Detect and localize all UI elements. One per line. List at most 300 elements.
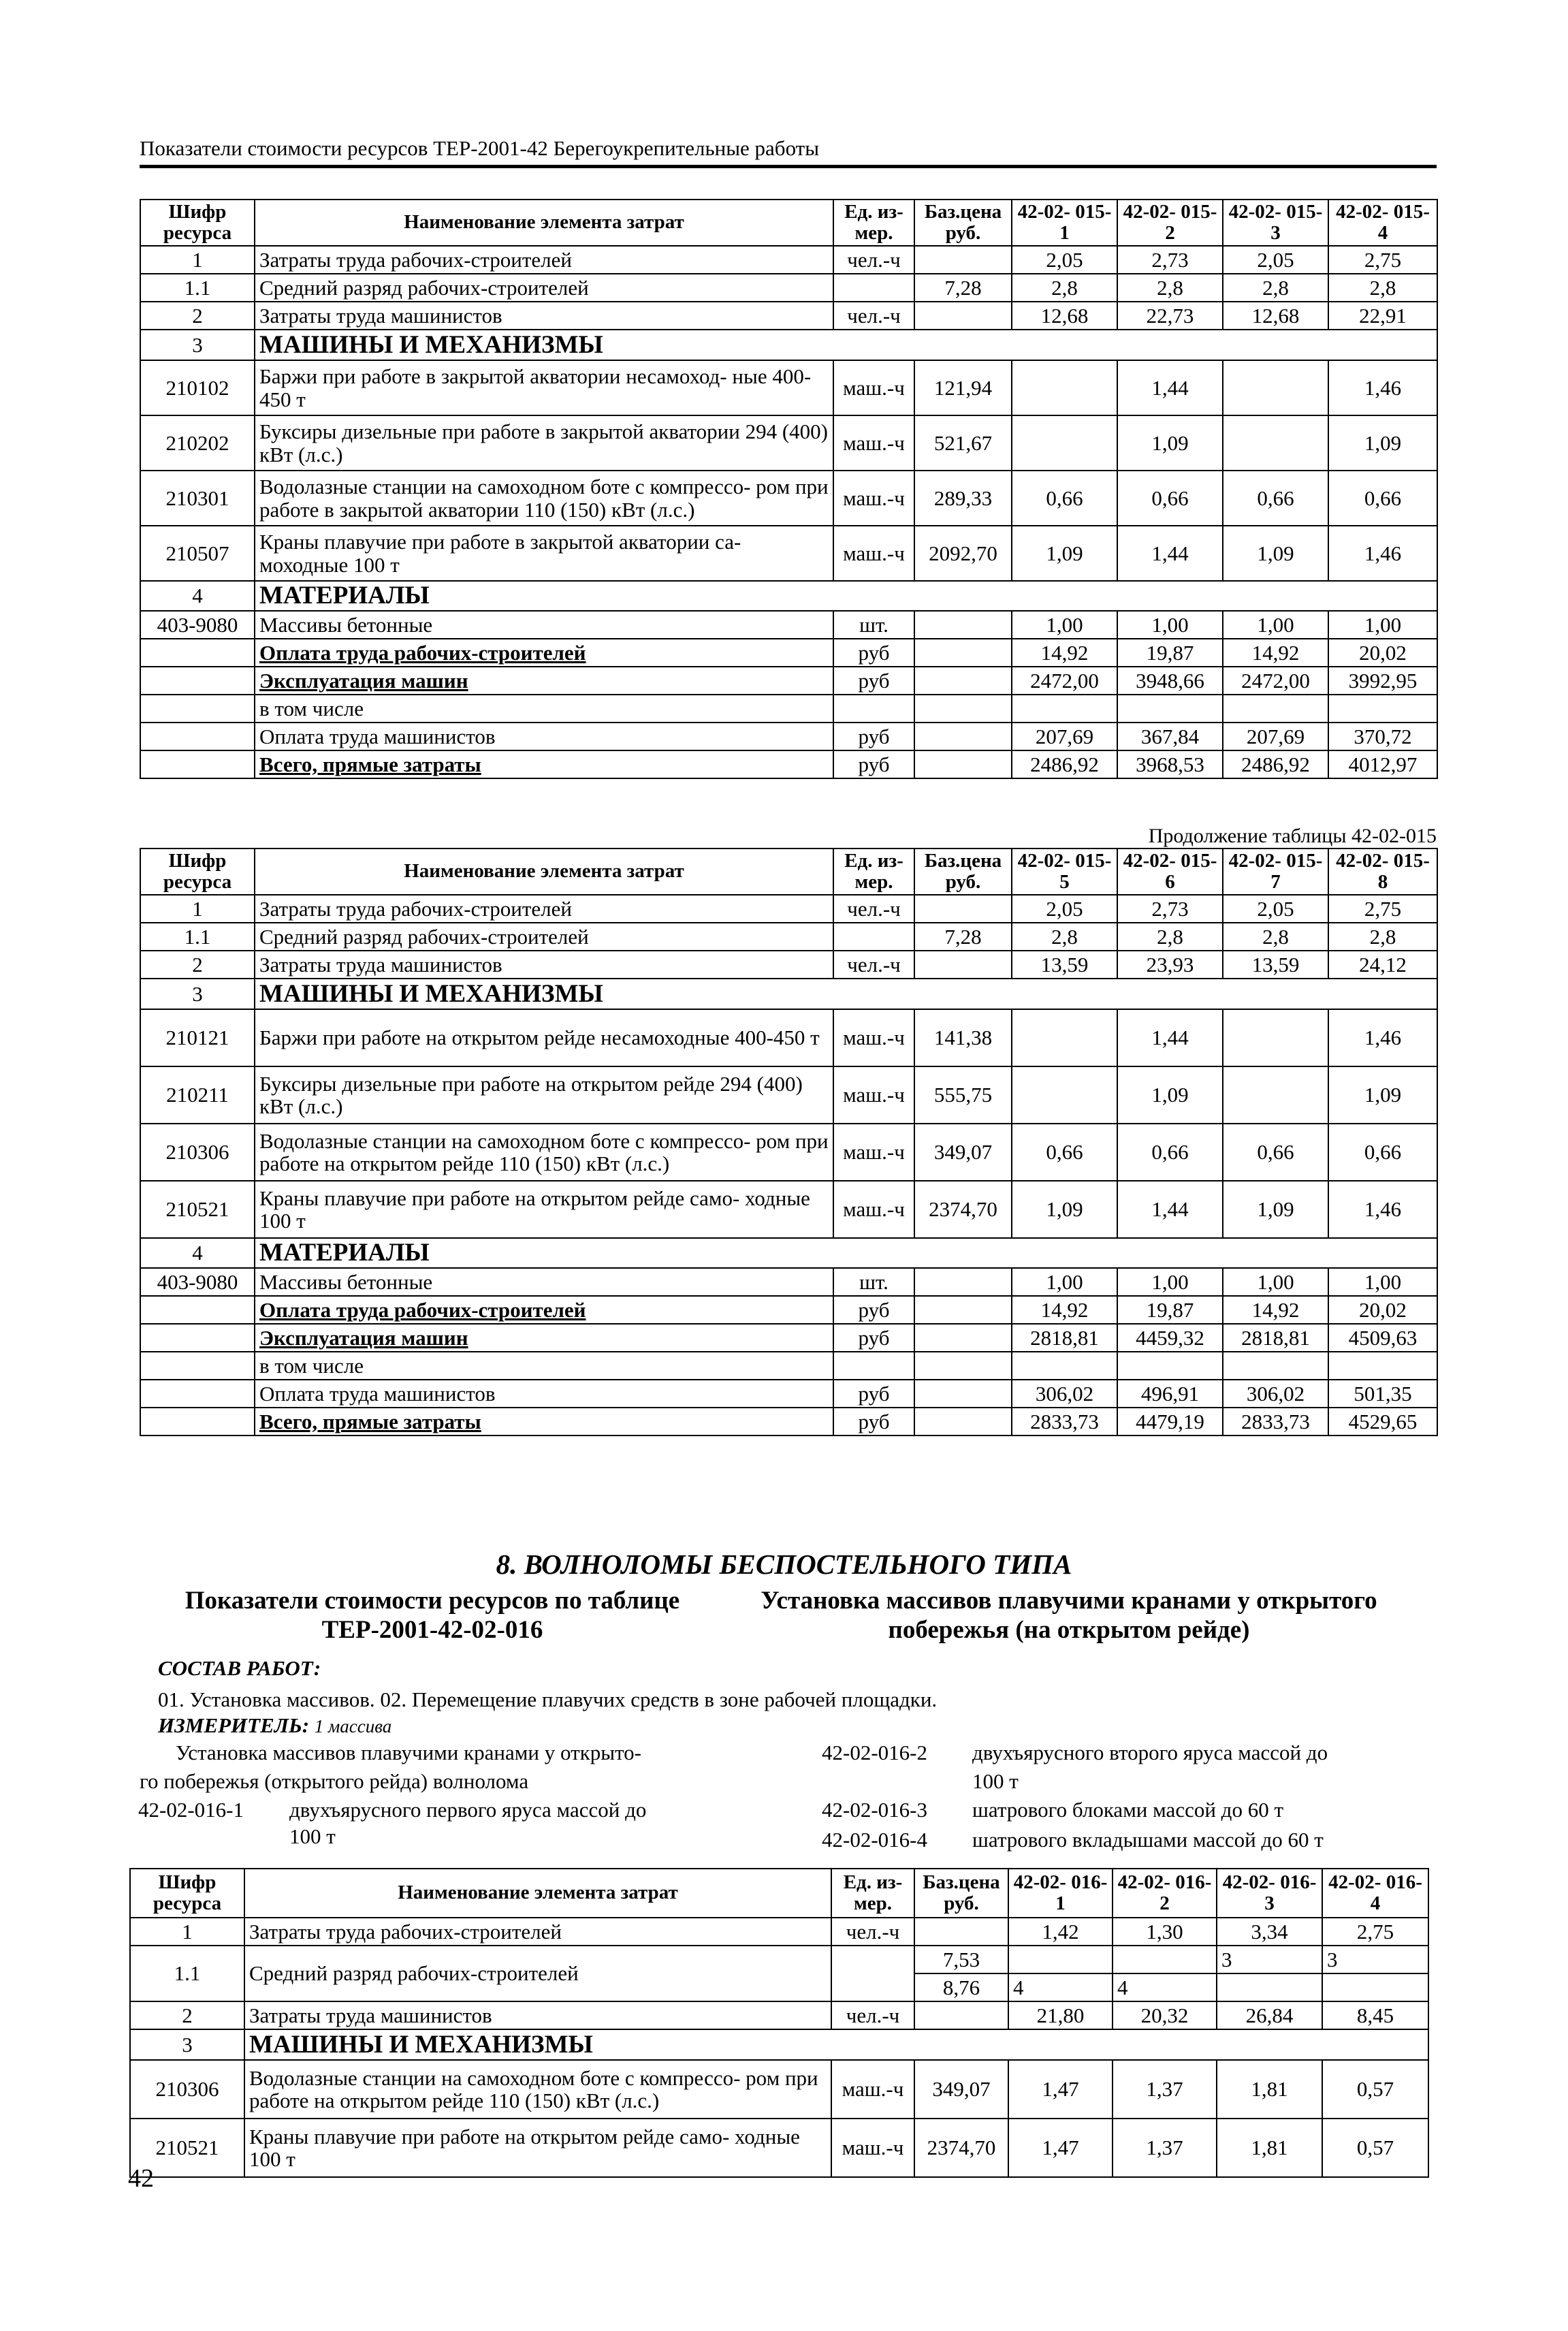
code-cell (140, 695, 255, 723)
value-cell: 2,8 (1223, 923, 1328, 951)
header-col: 42-02- 015-5 (1012, 849, 1117, 895)
value-cell: 2,8 (1117, 274, 1223, 302)
code-cell (140, 723, 255, 750)
value-cell: 20,32 (1113, 2001, 1217, 2029)
price-cell (914, 895, 1012, 923)
table-row (140, 415, 1437, 471)
unit-cell: руб (833, 1324, 914, 1352)
header-col: 42-02- 016-4 (1322, 1869, 1428, 1918)
name-cell: Всего, прямые затраты (255, 750, 833, 778)
price-cell (914, 1324, 1012, 1352)
value-cell (1113, 1946, 1217, 1973)
value-cell (1223, 1066, 1328, 1124)
name-cell: Затраты труда рабочих-строителей (244, 1918, 831, 1946)
unit-cell: чел.-ч (833, 302, 914, 330)
value-cell: 207,69 (1223, 723, 1328, 750)
value-cell (1217, 1973, 1322, 2001)
unit-cell: маш.-ч (833, 526, 914, 581)
table-row (140, 1408, 1437, 1436)
unit-cell: маш.-ч (833, 415, 914, 471)
value-cell: 1,37 (1113, 2060, 1217, 2119)
continuation-label: Продолжение таблицы 42-02-015 (1148, 825, 1437, 847)
unit-cell: маш.-ч (833, 360, 914, 415)
value-cell: 2818,81 (1012, 1324, 1117, 1352)
table-row (140, 1352, 1437, 1380)
unit-cell (833, 695, 914, 723)
code-cell: 1.1 (140, 923, 255, 951)
value-cell: 4 (1008, 1973, 1113, 2001)
unit-cell: маш.-ч (833, 1066, 914, 1124)
code-cell: 210211 (140, 1066, 255, 1124)
name-cell: Средний разряд рабочих-строителей (255, 274, 833, 302)
code-cell: 1 (140, 246, 255, 274)
price-cell: 121,94 (914, 360, 1012, 415)
code-cell (140, 1352, 255, 1380)
item-code: 42-02-016-1 (138, 1798, 244, 1822)
value-cell: 19,87 (1117, 639, 1223, 667)
value-cell: 0,66 (1012, 471, 1117, 526)
item-text: двухъярусного второго яруса массой до (972, 1741, 1328, 1764)
value-cell: 1,00 (1117, 611, 1223, 639)
value-cell (1012, 1352, 1117, 1380)
table-row (130, 1946, 1428, 1973)
code-cell: 3 (140, 330, 255, 360)
value-cell: 19,87 (1117, 1296, 1223, 1324)
header-unit: Ед. из- мер. (833, 200, 914, 246)
value-cell: 1,00 (1012, 1268, 1117, 1296)
code-cell: 2 (140, 951, 255, 979)
value-cell: 0,66 (1223, 471, 1328, 526)
value-cell: 1,30 (1113, 1918, 1217, 1946)
name-cell: Эксплуатация машин (255, 1324, 833, 1352)
price-cell: 7,53 (914, 1946, 1008, 1973)
code-cell (140, 1324, 255, 1352)
value-cell: 3948,66 (1117, 667, 1223, 695)
value-cell: 1,09 (1328, 1066, 1437, 1124)
value-cell: 4509,63 (1328, 1324, 1437, 1352)
value-cell: 0,66 (1328, 1124, 1437, 1181)
code-cell: 403-9080 (140, 611, 255, 639)
price-cell: 555,75 (914, 1066, 1012, 1124)
value-cell: 20,02 (1328, 639, 1437, 667)
value-cell: 1,09 (1012, 526, 1117, 581)
indicator-title: Показатели стоимости ресурсов по таблице ТЕР-2001-42-02-016 (185, 1587, 680, 1644)
header-col: 42-02- 016-2 (1113, 1869, 1217, 1918)
value-cell (1328, 1352, 1437, 1380)
value-cell (1322, 1973, 1428, 2001)
value-cell: 0,66 (1117, 471, 1223, 526)
value-cell: 1,42 (1008, 1918, 1113, 1946)
value-cell: 0,57 (1322, 2119, 1428, 2177)
table-row (140, 750, 1437, 778)
works-text: 01. Установка массивов. 02. Перемещение плавучих средств в зоне рабочей площадки. (158, 1687, 938, 1711)
price-cell: 141,38 (914, 1009, 1012, 1066)
value-cell: 2472,00 (1012, 667, 1117, 695)
code-cell: 210202 (140, 415, 255, 471)
unit-cell: шт. (833, 1268, 914, 1296)
value-cell: 1,09 (1223, 526, 1328, 581)
table-row (140, 1009, 1437, 1066)
value-cell: 14,92 (1012, 1296, 1117, 1324)
table-row (140, 611, 1437, 639)
value-cell: 2,75 (1322, 1918, 1428, 1946)
header-name: Наименование элемента затрат (255, 200, 833, 246)
value-cell: 2,75 (1328, 246, 1437, 274)
value-cell (1012, 695, 1117, 723)
code-cell (140, 1296, 255, 1324)
value-cell: 4529,65 (1328, 1408, 1437, 1436)
section-row (140, 330, 1437, 360)
price-cell (914, 1918, 1008, 1946)
value-cell: 20,02 (1328, 1296, 1437, 1324)
value-cell: 3 (1322, 1946, 1428, 1973)
code-cell: 210306 (130, 2060, 244, 2119)
value-cell: 0,66 (1223, 1124, 1328, 1181)
name-cell: Оплата труда рабочих-строителей (255, 639, 833, 667)
code-cell (140, 1380, 255, 1408)
desc-intro-1: Установка массивов плавучими кранами у открыто- (176, 1741, 641, 1764)
table-row (140, 695, 1437, 723)
unit-cell: руб (833, 1408, 914, 1436)
code-cell: 1 (130, 1918, 244, 1946)
value-cell: 1,47 (1008, 2060, 1113, 2119)
value-cell: 496,91 (1117, 1380, 1223, 1408)
value-cell: 14,92 (1223, 1296, 1328, 1324)
item-text: шатрового вкладышами массой до 60 т (972, 1828, 1324, 1852)
value-cell (1223, 695, 1328, 723)
header-col: 42-02- 015-3 (1223, 200, 1328, 246)
header-col: 42-02- 015-6 (1117, 849, 1223, 895)
unit-cell: маш.-ч (833, 1009, 914, 1066)
price-cell (914, 1352, 1012, 1380)
value-cell: 2,8 (1328, 923, 1437, 951)
value-cell: 1,00 (1223, 1268, 1328, 1296)
value-cell: 1,81 (1217, 2119, 1322, 2177)
price-cell (914, 302, 1012, 330)
value-cell: 2486,92 (1223, 750, 1328, 778)
section-row (130, 2029, 1428, 2060)
value-cell: 501,35 (1328, 1380, 1437, 1408)
unit-cell: чел.-ч (831, 2001, 914, 2029)
value-cell: 0,66 (1012, 1124, 1117, 1181)
value-cell: 12,68 (1223, 302, 1328, 330)
unit-cell: чел.-ч (833, 895, 914, 923)
unit-cell: маш.-ч (831, 2060, 914, 2119)
work-title: Установка массивов плавучими кранами у открытого побережья (на открытом рейде) (761, 1587, 1377, 1644)
price-cell (914, 750, 1012, 778)
unit-cell: маш.-ч (833, 471, 914, 526)
value-cell: 2,8 (1012, 923, 1117, 951)
value-cell: 2,05 (1012, 246, 1117, 274)
value-cell: 2,8 (1223, 274, 1328, 302)
value-cell (1012, 415, 1117, 471)
price-cell (914, 723, 1012, 750)
value-cell: 3968,53 (1117, 750, 1223, 778)
price-cell: 7,28 (914, 274, 1012, 302)
value-cell: 2,05 (1223, 246, 1328, 274)
code-cell: 210306 (140, 1124, 255, 1181)
value-cell (1117, 1352, 1223, 1380)
table-row (130, 2119, 1428, 2177)
value-cell: 24,12 (1328, 951, 1437, 979)
value-cell: 14,92 (1223, 639, 1328, 667)
price-cell (914, 1268, 1012, 1296)
name-cell: Эксплуатация машин (255, 667, 833, 695)
page-number: 42 (128, 2164, 154, 2193)
meter-value: 1 массива (314, 1716, 392, 1737)
value-cell: 1,00 (1223, 611, 1328, 639)
value-cell: 1,44 (1117, 1181, 1223, 1238)
price-cell: 2374,70 (914, 1181, 1012, 1238)
price-cell: 349,07 (914, 2060, 1008, 2119)
header-col: 42-02- 016-1 (1008, 1869, 1113, 1918)
value-cell: 3,34 (1217, 1918, 1322, 1946)
value-cell: 1,44 (1117, 526, 1223, 581)
table-row (140, 895, 1437, 923)
value-cell: 2472,00 (1223, 667, 1328, 695)
value-cell: 23,93 (1117, 951, 1223, 979)
name-cell: Затраты труда рабочих-строителей (255, 895, 833, 923)
name-cell: в том числе (255, 1352, 833, 1380)
name-cell: Баржи при работе на открытом рейде несамоходные 400-450 т (255, 1009, 833, 1066)
table-row (140, 1268, 1437, 1296)
code-cell (140, 750, 255, 778)
price-cell (914, 611, 1012, 639)
code-cell: 1.1 (130, 1946, 244, 2001)
value-cell: 2,73 (1117, 246, 1223, 274)
header-name: Наименование элемента затрат (244, 1869, 831, 1918)
code-cell: 2 (140, 302, 255, 330)
value-cell: 1,46 (1328, 526, 1437, 581)
name-cell: Краны плавучие при работе в закрытой акватории са- моходные 100 т (255, 526, 833, 581)
meter-line (158, 1713, 391, 1738)
name-cell: Оплата труда машинистов (255, 1380, 833, 1408)
unit-cell (833, 274, 914, 302)
item-text: двухъярусного первого яруса массой до (289, 1798, 647, 1822)
value-cell: 2818,81 (1223, 1324, 1328, 1352)
price-cell (914, 667, 1012, 695)
name-cell: Массивы бетонные (255, 1268, 833, 1296)
code-cell: 2 (130, 2001, 244, 2029)
desc-intro-2: го побережья (открытого рейда) волнолома (140, 1769, 529, 1793)
value-cell: 1,09 (1328, 415, 1437, 471)
value-cell: 1,09 (1117, 1066, 1223, 1124)
name-cell: Средний разряд рабочих-строителей (244, 1946, 831, 2001)
code-cell: 3 (130, 2029, 244, 2060)
value-cell: 1,44 (1117, 360, 1223, 415)
unit-cell (831, 1946, 914, 2001)
table-row (130, 2060, 1428, 2119)
value-cell (1012, 1066, 1117, 1124)
value-cell: 4459,32 (1117, 1324, 1223, 1352)
value-cell: 1,09 (1223, 1181, 1328, 1238)
section-row (140, 1238, 1437, 1268)
price-cell (914, 2001, 1008, 2029)
name-cell: Краны плавучие при работе на открытом рейде само- ходные 100 т (255, 1181, 833, 1238)
name-cell: Краны плавучие при работе на открытом рейде само- ходные 100 т (244, 2119, 831, 2177)
header-col: 42-02- 015-4 (1328, 200, 1437, 246)
name-cell: Затраты труда машинистов (255, 951, 833, 979)
item-text: шатрового блоками массой до 60 т (972, 1798, 1283, 1822)
table-header-row (130, 1869, 1428, 1918)
value-cell: 1,37 (1113, 2119, 1217, 2177)
value-cell: 207,69 (1012, 723, 1117, 750)
section-heading: МАШИНЫ И МЕХАНИЗМЫ (255, 330, 1437, 360)
resource-table-015-5-8 (140, 848, 1438, 1436)
value-cell: 4479,19 (1117, 1408, 1223, 1436)
name-cell: Водолазные станции на самоходном боте с компрессо- ром при работе на открытом рейде 110 (150) кВт (л.с.) (255, 1124, 833, 1181)
code-cell: 210507 (140, 526, 255, 581)
name-cell: Водолазные станции на самоходном боте с компрессо- ром при работе на открытом рейде 110 (150) кВт (л.с.) (244, 2060, 831, 2119)
value-cell: 2486,92 (1012, 750, 1117, 778)
name-cell: Баржи при работе в закрытой акватории несамоход- ные 400-450 т (255, 360, 833, 415)
value-cell (1012, 1009, 1117, 1066)
value-cell: 2,05 (1223, 895, 1328, 923)
name-cell: Затраты труда рабочих-строителей (255, 246, 833, 274)
value-cell: 2833,73 (1223, 1408, 1328, 1436)
unit-cell: чел.-ч (833, 246, 914, 274)
value-cell (1223, 1352, 1328, 1380)
header-price: Баз.цена руб. (914, 849, 1012, 895)
price-cell (914, 639, 1012, 667)
table-row (140, 1181, 1437, 1238)
price-cell (914, 1408, 1012, 1436)
value-cell: 3 (1217, 1946, 1322, 1973)
price-cell: 2374,70 (914, 2119, 1008, 2177)
price-cell (914, 695, 1012, 723)
code-cell (140, 1408, 255, 1436)
table-row (140, 639, 1437, 667)
value-cell: 1,46 (1328, 1181, 1437, 1238)
table-header-row (140, 200, 1437, 246)
value-cell: 2,73 (1117, 895, 1223, 923)
name-cell: Средний разряд рабочих-строителей (255, 923, 833, 951)
value-cell: 1,81 (1217, 2060, 1322, 2119)
value-cell: 1,09 (1012, 1181, 1117, 1238)
item-code: 42-02-016-3 (822, 1798, 927, 1822)
price-cell (914, 951, 1012, 979)
value-cell: 14,92 (1012, 639, 1117, 667)
header-unit: Ед. из- мер. (833, 849, 914, 895)
header-col: 42-02- 015-7 (1223, 849, 1328, 895)
value-cell: 2,75 (1328, 895, 1437, 923)
section-heading: МАШИНЫ И МЕХАНИЗМЫ (255, 979, 1437, 1009)
value-cell: 26,84 (1217, 2001, 1322, 2029)
value-cell: 22,91 (1328, 302, 1437, 330)
value-cell: 1,00 (1328, 1268, 1437, 1296)
value-cell: 0,66 (1328, 471, 1437, 526)
code-cell: 210521 (130, 2119, 244, 2177)
code-cell: 210301 (140, 471, 255, 526)
header-col: 42-02- 015-2 (1117, 200, 1223, 246)
unit-cell: маш.-ч (833, 1124, 914, 1181)
value-cell (1223, 360, 1328, 415)
header-col: 42-02- 016-3 (1217, 1869, 1322, 1918)
value-cell: 2,8 (1328, 274, 1437, 302)
table-row (140, 1380, 1437, 1408)
price-cell (914, 1380, 1012, 1408)
name-cell: Буксиры дизельные при работе на открытом рейде 294 (400) кВт (л.с.) (255, 1066, 833, 1124)
value-cell (1328, 695, 1437, 723)
works-label: СОСТАВ РАБОТ: (158, 1656, 321, 1680)
price-cell (914, 1296, 1012, 1324)
unit-cell: руб (833, 639, 914, 667)
table-row (140, 723, 1437, 750)
value-cell (1012, 360, 1117, 415)
section-heading: МАТЕРИАЛЫ (255, 1238, 1437, 1268)
section-row (140, 581, 1437, 611)
value-cell: 1,00 (1012, 611, 1117, 639)
name-cell: Затраты труда машинистов (244, 2001, 831, 2029)
section-heading: МАШИНЫ И МЕХАНИЗМЫ (244, 2029, 1428, 2060)
table-row (140, 246, 1437, 274)
value-cell: 1,44 (1117, 1009, 1223, 1066)
price-cell: 289,33 (914, 471, 1012, 526)
value-cell: 2833,73 (1012, 1408, 1117, 1436)
value-cell: 1,46 (1328, 360, 1437, 415)
table-row (140, 1296, 1437, 1324)
unit-cell: чел.-ч (833, 951, 914, 979)
page-header: Показатели стоимости ресурсов ТЕР-2001-42 Берегоукрепительные работы (140, 136, 1437, 168)
meter-label: ИЗМЕРИТЕЛЬ: (158, 1713, 310, 1737)
unit-cell (833, 1352, 914, 1380)
value-cell: 306,02 (1012, 1380, 1117, 1408)
price-cell: 2092,70 (914, 526, 1012, 581)
value-cell: 1,47 (1008, 2119, 1113, 2177)
value-cell: 12,68 (1012, 302, 1117, 330)
header-code: Шифр ресурса (140, 849, 255, 895)
value-cell: 2,8 (1117, 923, 1223, 951)
code-cell: 4 (140, 1238, 255, 1268)
value-cell: 3992,95 (1328, 667, 1437, 695)
header-col: 42-02- 015-1 (1012, 200, 1117, 246)
price-cell: 8,76 (914, 1973, 1008, 2001)
code-cell (140, 667, 255, 695)
value-cell: 1,00 (1328, 611, 1437, 639)
name-cell: Всего, прямые затраты (255, 1408, 833, 1436)
code-cell: 4 (140, 581, 255, 611)
table-row (140, 1324, 1437, 1352)
name-cell: Массивы бетонные (255, 611, 833, 639)
table-header-row (140, 849, 1437, 895)
header-unit: Ед. из- мер. (831, 1869, 914, 1918)
table-row (140, 302, 1437, 330)
unit-cell: руб (833, 723, 914, 750)
header-price: Баз.цена руб. (914, 200, 1012, 246)
unit-cell: руб (833, 667, 914, 695)
name-cell: Водолазные станции на самоходном боте с компрессо- ром при работе в закрытой акватории 110 (150) кВт (л.с.) (255, 471, 833, 526)
unit-cell: руб (833, 1380, 914, 1408)
resource-table-016 (129, 1868, 1429, 2178)
value-cell: 370,72 (1328, 723, 1437, 750)
name-cell: в том числе (255, 695, 833, 723)
value-cell: 306,02 (1223, 1380, 1328, 1408)
header-price: Баз.цена руб. (914, 1869, 1008, 1918)
value-cell: 367,84 (1117, 723, 1223, 750)
price-cell: 7,28 (914, 923, 1012, 951)
section-heading: МАТЕРИАЛЫ (255, 581, 1437, 611)
code-cell: 403-9080 (140, 1268, 255, 1296)
value-cell: 8,45 (1322, 2001, 1428, 2029)
table-row (140, 1066, 1437, 1124)
table-row (140, 1124, 1437, 1181)
header-col: 42-02- 015-8 (1328, 849, 1437, 895)
value-cell (1008, 1946, 1113, 1973)
value-cell: 2,8 (1012, 274, 1117, 302)
header-code: Шифр ресурса (130, 1869, 244, 1918)
value-cell: 2,05 (1012, 895, 1117, 923)
value-cell: 0,57 (1322, 2060, 1428, 2119)
